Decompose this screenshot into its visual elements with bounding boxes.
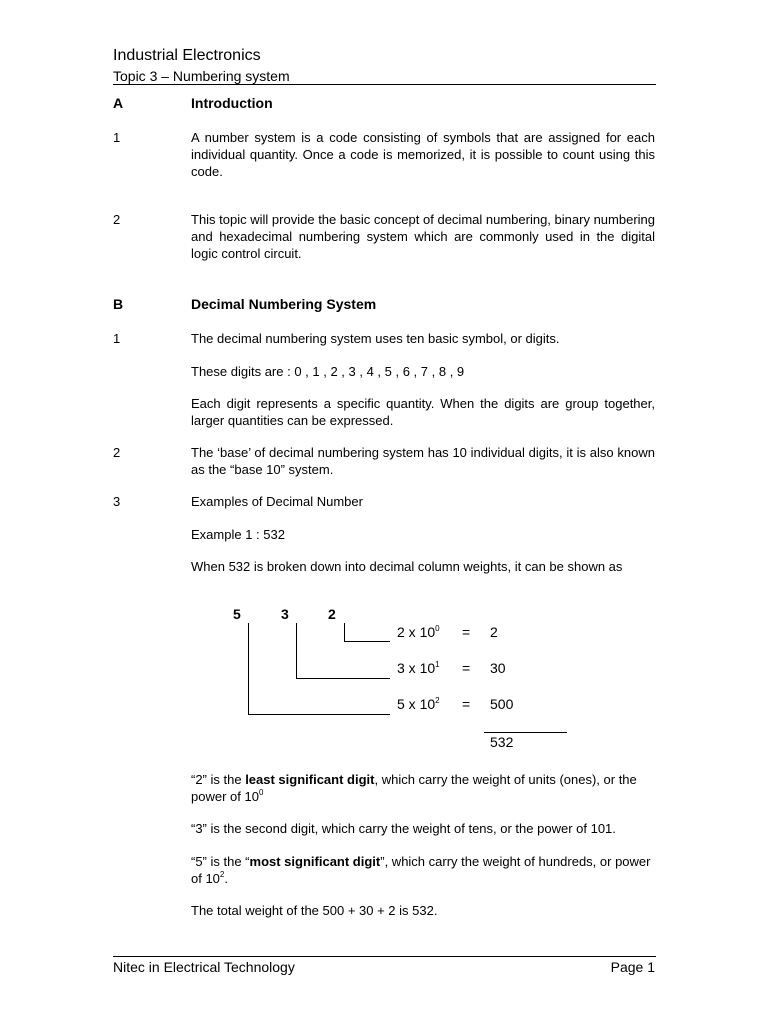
connector-line-hundreds [248, 623, 249, 714]
weight-expression: 3 x $10^1$ [397, 660, 440, 676]
connector-line-units [344, 623, 345, 641]
breakdown-intro: When 532 is broken down into decimal column weights, it can be shown as [191, 559, 623, 574]
section-b-item-text: The ‘base’ of decimal numbering system has 10 individual digits, it is also known as the “base 10” system. [191, 445, 655, 477]
weight-expression: 2 x $10^0$ [397, 624, 440, 640]
equals-sign: = [462, 624, 471, 640]
connector-line-tens [296, 678, 390, 679]
weight-expression: 5 x $10^2$ [397, 696, 440, 712]
diagram-digit-units: 2 [328, 606, 336, 622]
footer-course: Nitec in Electrical Technology [113, 959, 295, 975]
connector-line-hundreds [248, 714, 390, 715]
section-b-item-number: 1 [113, 331, 121, 346]
weight-result: 2 [490, 624, 498, 640]
section-b-title: Decimal Numbering System [191, 296, 377, 312]
weight-result: 30 [490, 660, 506, 676]
diagram-digit-tens: 3 [281, 606, 289, 622]
second-digit-note: “3” is the second digit, which carry the weight of tens, or the power of 101. [191, 821, 616, 836]
section-b-letter: B [113, 296, 124, 312]
equals-sign: = [462, 696, 471, 712]
section-b-item-text: The decimal numbering system uses ten basic symbol, or digits. [191, 331, 560, 346]
lsd-note: “2” is the least significant digit, which carry the weight of units (ones), or the power of $10^0$ [191, 772, 637, 804]
section-a-title: Introduction [191, 95, 273, 111]
digit-explanation: Each digit represents a specific quantity. When the digits are group together, larger quantities can be expressed. [191, 396, 655, 428]
footer-rule [113, 956, 656, 957]
digits-list: These digits are : 0 , 1 , 2 , 3 , 4 , 5 , 6 , 7 , 8 , 9 [191, 364, 465, 379]
section-b-item-number: 2 [113, 445, 121, 460]
section-a-item-text: A number system is a code consisting of symbols that are assigned for each individual quantity. Once a code is memorized, it is possible to count using this code. [191, 130, 655, 179]
equals-sign: = [462, 660, 471, 676]
section-b-item-text: Examples of Decimal Number [191, 494, 363, 509]
connector-line-tens [296, 623, 297, 678]
sum-line [484, 732, 567, 733]
document-title: Industrial Electronics [113, 47, 261, 64]
header-rule [113, 84, 656, 85]
sum-total: 532 [490, 734, 514, 750]
section-b-item-number: 3 [113, 494, 121, 509]
document-subtitle: Topic 3 – Numbering system [113, 68, 290, 84]
msd-note: “5” is the “most significant digit”, which carry the weight of hundreds, or power of $10^2$. [191, 854, 651, 886]
connector-line-units [344, 641, 390, 642]
section-a-item-number: 1 [113, 130, 121, 145]
weight-result: 500 [490, 696, 514, 712]
section-a-letter: A [113, 95, 124, 111]
example-label: Example 1 : 532 [191, 527, 285, 542]
diagram-digit-hundreds: 5 [233, 606, 241, 622]
total-weight-note: The total weight of the 500 + 30 + 2 is 532. [191, 903, 438, 918]
section-a-item-text: This topic will provide the basic concept of decimal numbering, binary numbering and hexadecimal numbering system which are commonly used in the digital logic control circuit. [191, 212, 655, 261]
section-a-item-number: 2 [113, 212, 121, 227]
page-number: Page 1 [610, 959, 655, 975]
